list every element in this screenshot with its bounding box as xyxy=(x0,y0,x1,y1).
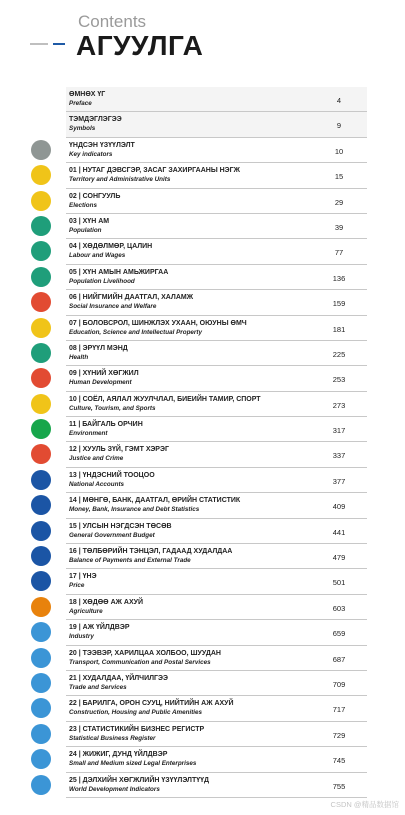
toc-row[interactable] xyxy=(0,773,405,798)
section-color-dot-icon xyxy=(31,597,51,617)
toc-title-english: Preface xyxy=(69,100,92,107)
toc-title-english: Labour and Wages xyxy=(69,252,126,260)
section-color-dot-icon xyxy=(31,343,51,363)
toc-page-number: 337 xyxy=(332,451,346,461)
toc-title-english: World Development Indicators xyxy=(69,785,160,793)
toc-entry-text xyxy=(69,522,319,541)
toc-row[interactable] xyxy=(0,189,405,214)
toc-entry-text xyxy=(69,674,319,693)
toc-row[interactable] xyxy=(0,442,405,467)
row-divider xyxy=(66,797,367,798)
toc-page-number: 273 xyxy=(332,400,346,410)
toc-title-mongolian: 17 | ҮНЭ xyxy=(69,573,97,581)
toc-entry-text xyxy=(69,699,319,718)
section-color-dot-icon xyxy=(31,698,51,718)
section-color-dot-icon xyxy=(31,191,51,211)
toc-page-number: 709 xyxy=(332,679,346,689)
toc-row[interactable] xyxy=(0,747,405,772)
toc-row[interactable] xyxy=(0,341,405,366)
toc-title-mongolian: ТЭМДЭГЛЭГЭЭ xyxy=(69,116,122,124)
toc-title-mongolian: 15 | УЛСЫН НЭГДСЭН ТӨСӨВ xyxy=(69,522,172,530)
toc-entry-text xyxy=(69,572,319,591)
table-of-contents xyxy=(0,87,405,798)
toc-entry-text xyxy=(69,776,319,795)
toc-title-mongolian: 16 | ТӨЛБӨРИЙН ТЭНЦЭЛ, ГАДААД ХУДАЛДАА xyxy=(69,548,233,556)
toc-title-mongolian: ҮНДСЭН ҮЗҮҮЛЭЛТ xyxy=(69,141,135,149)
toc-page-number: 159 xyxy=(332,299,346,309)
section-color-dot-icon xyxy=(31,292,51,312)
toc-page-number: 317 xyxy=(332,426,346,436)
toc-page-number: 745 xyxy=(332,756,346,766)
toc-title-mongolian: 19 | АЖ ҮЙЛДВЭР xyxy=(69,624,130,632)
toc-title-mongolian: 08 | ЭРҮҮЛ МЭНД xyxy=(69,344,128,352)
toc-title-english: Elections xyxy=(69,201,97,209)
toc-title-english: Agriculture xyxy=(69,607,103,615)
toc-entry-text xyxy=(69,445,319,464)
toc-row[interactable] xyxy=(0,316,405,341)
toc-title-mongolian: 18 | ХӨДӨӨ АЖ АХУЙ xyxy=(69,598,144,606)
section-color-dot-icon xyxy=(31,571,51,591)
toc-title-mongolian: ӨМНӨХ ҮГ xyxy=(69,91,106,98)
toc-title-english: Industry xyxy=(69,633,94,641)
toc-title-english: Symbols xyxy=(69,125,96,133)
toc-title-mongolian: 03 | ХҮН АМ xyxy=(69,217,110,225)
section-color-dot-icon xyxy=(31,394,51,414)
toc-title-mongolian: 06 | НИЙГМИЙН ДААТГАЛ, ХАЛАМЖ xyxy=(69,294,194,302)
toc-page-number: 181 xyxy=(332,324,346,334)
section-color-dot-icon xyxy=(31,521,51,541)
toc-title-mongolian: 04 | ХӨДӨЛМӨР, ЦАЛИН xyxy=(69,243,153,251)
toc-title-english: General Government Budget xyxy=(69,531,155,539)
toc-entry-text xyxy=(69,90,319,109)
toc-row[interactable] xyxy=(0,696,405,721)
toc-page-number: 717 xyxy=(332,705,346,715)
section-color-dot-icon xyxy=(31,673,51,693)
toc-page-number: 441 xyxy=(332,527,346,537)
toc-page-number: 15 xyxy=(334,172,344,182)
toc-page-number: 603 xyxy=(332,603,346,613)
toc-entry-text xyxy=(69,166,319,185)
toc-entry-text xyxy=(69,293,319,312)
watermark: CSDN @精品数据馆 xyxy=(330,800,399,809)
toc-row[interactable] xyxy=(0,493,405,518)
toc-page-number: 729 xyxy=(332,730,346,740)
toc-entry-text xyxy=(69,496,319,515)
toc-title-mongolian: 23 | СТАТИСТИКИЙН БИЗНЕС РЕГИСТР xyxy=(69,725,205,733)
section-color-dot-icon xyxy=(31,749,51,769)
toc-title-english: Construction, Housing and Public Amenities xyxy=(69,709,203,717)
toc-row[interactable] xyxy=(0,290,405,315)
toc-entry-text xyxy=(69,115,319,134)
section-color-dot-icon xyxy=(31,140,51,160)
toc-title-english: Money, Bank, Insurance and Debt Statistics xyxy=(69,506,200,514)
toc-row[interactable] xyxy=(0,138,405,163)
toc-entry-text xyxy=(69,623,319,642)
toc-title-mongolian: 24 | ЖИЖИГ, ДУНД ҮЙЛДВЭР xyxy=(69,751,168,759)
toc-page-number: 39 xyxy=(334,222,344,232)
toc-row[interactable] xyxy=(0,239,405,264)
toc-entry-text xyxy=(69,344,319,363)
section-color-dot-icon xyxy=(31,368,51,388)
toc-row[interactable] xyxy=(0,163,405,188)
toc-row[interactable] xyxy=(0,671,405,696)
section-color-dot-icon xyxy=(31,546,51,566)
toc-entry-text xyxy=(69,547,319,566)
toc-row[interactable] xyxy=(0,417,405,442)
toc-title-english: Small and Medium sized Legal Enterprises xyxy=(69,760,197,768)
section-color-dot-icon xyxy=(31,165,51,185)
toc-title-mongolian: 21 | ХУДАЛДАА, ҮЙЛЧИЛГЭЭ xyxy=(69,674,168,682)
toc-title-english: Transport, Communication and Postal Services xyxy=(69,658,211,666)
toc-row[interactable] xyxy=(0,544,405,569)
section-color-dot-icon xyxy=(31,267,51,287)
section-color-dot-icon xyxy=(31,622,51,642)
toc-row[interactable] xyxy=(0,366,405,391)
toc-row[interactable] xyxy=(0,214,405,239)
page-title: АГУУЛГА xyxy=(76,30,204,61)
toc-page-number: 501 xyxy=(332,578,346,588)
toc-page-number: 29 xyxy=(334,197,344,207)
toc-title-english: Trade and Services xyxy=(69,683,127,691)
section-color-dot-icon xyxy=(31,648,51,668)
toc-title-english: Education, Science and Intellectual Property xyxy=(69,328,202,336)
section-color-dot-icon xyxy=(31,470,51,490)
toc-entry-text xyxy=(69,598,319,617)
toc-entry-text xyxy=(69,192,319,211)
toc-title-mongolian: 12 | ХУУЛЬ ЗҮЙ, ГЭМТ ХЭРЭГ xyxy=(69,446,169,454)
toc-row[interactable] xyxy=(0,87,405,112)
toc-entry-text xyxy=(69,369,319,388)
toc-title-english: National Accounts xyxy=(69,480,125,488)
toc-row[interactable] xyxy=(0,112,405,137)
toc-entry-text xyxy=(69,217,319,236)
toc-title-mongolian: 25 | ДЭЛХИЙН ХӨГЖЛИЙН ҮЗҮҮЛЭЛТҮҮД xyxy=(69,776,210,784)
toc-row[interactable] xyxy=(0,646,405,671)
toc-page-number: 659 xyxy=(332,629,346,639)
section-color-dot-icon xyxy=(31,495,51,515)
toc-entry-text xyxy=(69,649,319,668)
toc-page-number: 377 xyxy=(332,476,346,486)
toc-entry-text xyxy=(69,420,319,439)
gray-dash-decoration xyxy=(30,43,48,45)
toc-title-mongolian: 09 | ХҮНИЙ ХӨГЖИЛ xyxy=(69,370,139,378)
toc-title-mongolian: 22 | БАРИЛГА, ОРОН СУУЦ, НИЙТИЙН АЖ АХУЙ xyxy=(69,700,234,708)
toc-row[interactable] xyxy=(0,595,405,620)
toc-title-english: Social Insurance and Welfare xyxy=(69,303,157,311)
toc-title-english: Territory and Administrative Units xyxy=(69,176,171,184)
toc-entry-text xyxy=(69,268,319,287)
toc-title-english: Population xyxy=(69,226,102,234)
toc-page-number: 136 xyxy=(332,273,346,283)
section-color-dot-icon xyxy=(31,775,51,795)
toc-title-mongolian: 01 | НУТАГ ДЭВСГЭР, ЗАСАГ ЗАХИРГААНЫ НЭГЖ xyxy=(69,167,240,175)
toc-page-number: 4 xyxy=(336,96,342,105)
toc-title-mongolian: 05 | ХҮН АМЫН АМЬЖИРГАА xyxy=(69,268,169,276)
toc-entry-text xyxy=(69,725,319,744)
toc-page-number: 9 xyxy=(336,121,342,131)
toc-page-number: 687 xyxy=(332,654,346,664)
toc-page-number: 253 xyxy=(332,375,346,385)
section-color-dot-icon xyxy=(31,241,51,261)
toc-page-number: 409 xyxy=(332,502,346,512)
toc-title-english: Human Development xyxy=(69,379,132,387)
section-color-dot-icon xyxy=(31,724,51,744)
toc-row[interactable] xyxy=(0,392,405,417)
toc-row[interactable] xyxy=(0,519,405,544)
toc-row[interactable] xyxy=(0,468,405,493)
toc-title-english: Price xyxy=(69,582,85,590)
toc-title-mongolian: 13 | ҮНДЭСНИЙ ТООЦОО xyxy=(69,471,155,479)
contents-subtitle: Contents xyxy=(78,12,147,31)
section-color-dot-icon xyxy=(31,419,51,439)
toc-entry-text xyxy=(69,471,319,490)
toc-title-mongolian: 10 | СОЁЛ, АЯЛАЛ ЖУУЛЧЛАЛ, БИЕИЙН ТАМИР, СПОРТ xyxy=(69,395,261,403)
toc-title-mongolian: 20 | ТЭЭВЭР, ХАРИЛЦАА ХОЛБОО, ШУУДАН xyxy=(69,649,221,657)
toc-row[interactable] xyxy=(0,569,405,594)
toc-row[interactable] xyxy=(0,620,405,645)
toc-title-mongolian: 07 | БОЛОВСРОЛ, ШИНЖЛЭХ УХААН, ОЮУНЫ ӨМЧ xyxy=(69,319,247,327)
toc-title-english: Statistical Business Register xyxy=(69,734,156,742)
toc-title-mongolian: 11 | БАЙГАЛЬ ОРЧИН xyxy=(69,421,143,429)
contents-header xyxy=(0,0,405,80)
toc-page-number: 10 xyxy=(334,146,344,156)
toc-title-english: Population Livelihood xyxy=(69,277,135,285)
toc-title-english: Justice and Crime xyxy=(69,455,124,463)
toc-page-number: 755 xyxy=(332,781,346,791)
toc-title-english: Health xyxy=(69,353,89,361)
toc-row[interactable] xyxy=(0,722,405,747)
toc-entry-text xyxy=(69,242,319,261)
toc-entry-text xyxy=(69,141,319,160)
blue-dash-decoration xyxy=(53,43,65,45)
toc-page-number: 77 xyxy=(334,248,344,258)
section-color-dot-icon xyxy=(31,216,51,236)
toc-title-mongolian: 14 | МӨНГӨ, БАНК, ДААТГАЛ, ӨРИЙН СТАТИСТИК xyxy=(69,497,241,505)
toc-title-mongolian: 02 | СОНГУУЛЬ xyxy=(69,192,121,200)
toc-entry-text xyxy=(69,395,319,414)
toc-row[interactable] xyxy=(0,265,405,290)
toc-entry-text xyxy=(69,319,319,338)
toc-page-number: 225 xyxy=(332,349,346,359)
toc-title-english: Key indicators xyxy=(69,150,113,158)
section-color-dot-icon xyxy=(31,444,51,464)
toc-page-number: 479 xyxy=(332,553,346,563)
toc-title-english: Balance of Payments and External Trade xyxy=(69,557,191,565)
section-color-dot-icon xyxy=(31,318,51,338)
toc-title-english: Environment xyxy=(69,430,108,438)
toc-title-english: Culture, Tourism, and Sports xyxy=(69,404,156,412)
toc-entry-text xyxy=(69,750,319,769)
